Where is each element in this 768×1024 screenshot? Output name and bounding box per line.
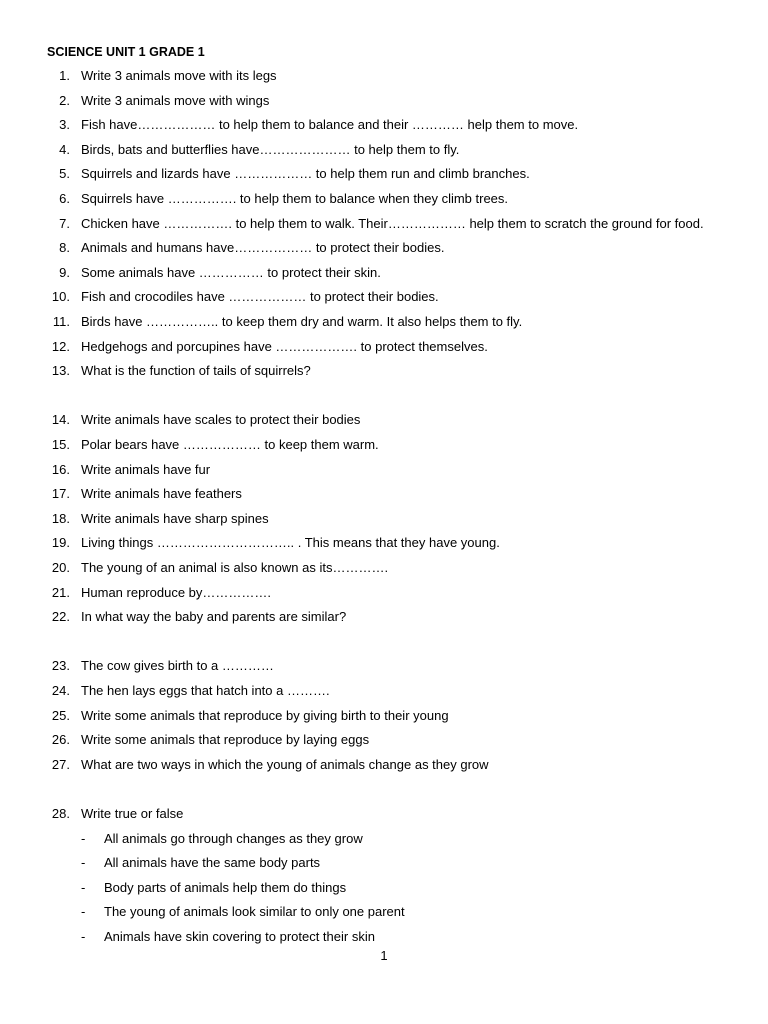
question-text: Living things ………………………….. . This means that they have young.	[81, 535, 500, 551]
bullet-dash: -	[81, 929, 86, 944]
question-number: 7.	[59, 215, 70, 231]
question-text: In what way the baby and parents are similar?	[81, 609, 347, 625]
question-number: 19.	[51, 535, 70, 551]
question-text: Write some animals that reproduce by giving birth to their young	[81, 707, 449, 723]
question-text: What are two ways in which the young of animals change as they grow	[81, 756, 489, 772]
question-text: Fish and crocodiles have ……………… to protect their bodies.	[81, 289, 439, 305]
question-number: 25.	[51, 707, 70, 723]
question-number: 4.	[59, 141, 70, 157]
question-number: 22.	[51, 609, 70, 625]
question-number: 11.	[52, 314, 70, 329]
question-text: Squirrels have ……………. to help them to balance when they climb trees.	[81, 191, 509, 206]
statement-text: Body parts of animals help them do things	[104, 879, 347, 895]
page-number: 1	[380, 948, 388, 963]
bullet-dash: -	[81, 904, 86, 920]
question-number: 2.	[59, 92, 70, 108]
statement-text: Animals have skin covering to protect their skin	[104, 929, 375, 944]
question-text: The cow gives birth to a …………	[81, 658, 274, 674]
question-number: 17.	[51, 486, 70, 502]
question-number: 15.	[51, 437, 70, 452]
question-text: What is the function of tails of squirrels?	[81, 363, 311, 379]
question-number: 3.	[59, 117, 70, 133]
question-text: Human reproduce by…………….	[81, 584, 272, 600]
question-text: Write true or false	[81, 806, 184, 821]
bullet-dash: -	[81, 879, 86, 895]
statement-text: All animals go through changes as they grow	[104, 830, 363, 846]
question-number: 9.	[59, 264, 70, 280]
question-text: Polar bears have ……………… to keep them warm.	[81, 437, 379, 452]
question-number: 24.	[51, 683, 70, 698]
question-text: Some animals have …………… to protect their skin.	[81, 264, 381, 280]
question-text: Write animals have sharp spines	[81, 510, 269, 526]
question-number: 21.	[51, 584, 70, 600]
question-text: Animals and humans have……………… to protect their bodies.	[81, 240, 445, 256]
question-number: 1.	[59, 68, 70, 83]
question-number: 6.	[59, 191, 70, 206]
question-number: 10.	[51, 289, 70, 305]
statement-text: The young of animals look similar to only one parent	[104, 904, 405, 920]
question-text: Write animals have feathers	[81, 486, 242, 502]
question-text: Write animals have fur	[81, 461, 211, 477]
question-text: Write 3 animals move with its legs	[81, 68, 277, 83]
question-text: Fish have……………… to help them to balance and their ………… help them to move.	[81, 117, 579, 133]
question-text: The young of an animal is also known as its………….	[81, 560, 389, 575]
question-number: 16.	[51, 461, 70, 477]
question-text: Write some animals that reproduce by laying eggs	[81, 732, 370, 748]
statement-text: All animals have the same body parts	[104, 855, 321, 871]
question-number: 26.	[51, 732, 70, 748]
question-text: Squirrels and lizards have ……………… to help them run and climb branches.	[81, 166, 530, 182]
bullet-dash: -	[81, 830, 86, 846]
question-text: Write 3 animals move with wings	[81, 92, 270, 108]
question-number: 23.	[51, 658, 70, 674]
question-number: 28.	[51, 806, 70, 821]
question-number: 5.	[59, 166, 70, 182]
question-text: Hedgehogs and porcupines have ………………. to protect themselves.	[81, 338, 488, 354]
question-text: Birds have …………….. to keep them dry and warm. It also helps them to fly.	[81, 314, 523, 329]
question-text: Chicken have ……………. to help them to walk. Their……………… help them to scratch the ground for food.	[81, 215, 704, 231]
question-number: 20.	[51, 560, 70, 575]
question-number: 27.	[51, 756, 70, 772]
question-number: 18.	[51, 510, 70, 526]
question-text: Birds, bats and butterflies have………………… to help them to fly.	[81, 141, 460, 157]
question-text: The hen lays eggs that hatch into a ……….	[81, 683, 330, 698]
page-title: SCIENCE UNIT 1 GRADE 1	[47, 45, 205, 59]
question-number: 8.	[59, 240, 70, 256]
question-number: 13.	[51, 363, 70, 379]
question-number: 14.	[51, 412, 70, 428]
question-number: 12.	[51, 338, 70, 354]
bullet-dash: -	[81, 855, 86, 871]
question-text: Write animals have scales to protect their bodies	[81, 412, 361, 428]
